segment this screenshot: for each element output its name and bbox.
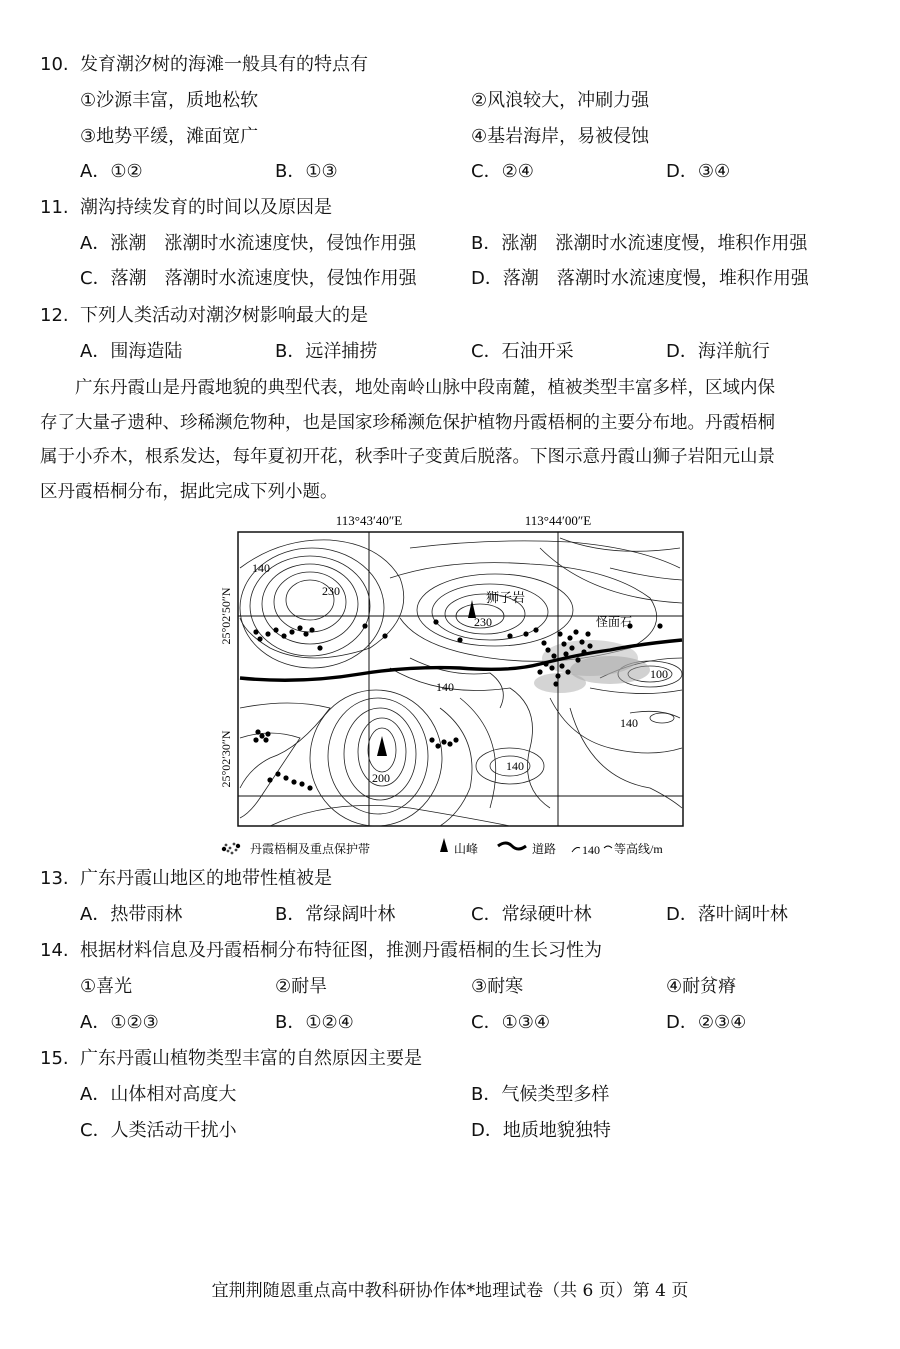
road-legend-icon (498, 843, 526, 849)
option-c: C．人类活动干扰小 (80, 1120, 237, 1141)
longitude-label: 113°44′00″E (524, 513, 592, 528)
option-a: A．热带雨林 (80, 904, 183, 925)
latitude-label: 25°02′30″N (219, 730, 233, 788)
option-d: D．地质地貌独特 (471, 1120, 611, 1141)
contour-legend-icon (572, 848, 580, 853)
contour-label: 140 (620, 716, 638, 730)
option-a: A．围海造陆 (80, 341, 183, 362)
contour-legend-icon (604, 846, 612, 848)
contour-label: 230 (322, 584, 340, 598)
question-number: 11. (40, 197, 69, 218)
legend-contour-value: 140 (582, 843, 600, 857)
option-b: B．远洋捕捞 (275, 341, 378, 362)
latitude-label: 25°02′50″N (219, 587, 233, 645)
option-c: C．②④ (471, 161, 534, 182)
question-number: 13. (40, 868, 69, 889)
option-c: C．①③④ (471, 1012, 550, 1033)
contour-label: 140 (252, 561, 270, 575)
question-stem: 广东丹霞山植物类型丰富的自然原因主要是 (80, 1048, 422, 1069)
contour-label: 230 (474, 615, 492, 629)
peak-label: 狮子岩 (486, 590, 526, 605)
option-b: B．气候类型多样 (471, 1084, 610, 1105)
statement-item: ②耐旱 (275, 976, 328, 997)
option-a: A．山体相对高度大 (80, 1084, 237, 1105)
option-b: B．①③ (275, 161, 338, 182)
legend-zone-label: 丹霞梧桐及重点保护带 (250, 842, 371, 856)
page-footer: 宜荆荆随恩重点高中教科研协作体*地理试卷（共 6 页）第 4 页 (211, 1281, 689, 1301)
question-stem: 广东丹霞山地区的地带性植被是 (80, 868, 332, 889)
option-a: A．①② (80, 161, 143, 182)
passage-line: 属于小乔木，根系发达，每年夏初开花，秋季叶子变黄后脱落。下图示意丹霞山狮子岩阳元山景 (40, 447, 775, 467)
passage-line: 存了大量孑遗种、珍稀濒危物种，也是国家珍稀濒危保护植物丹霞梧桐的主要分布地。丹霞梧桐 (40, 412, 775, 433)
map-legend (222, 838, 664, 857)
rock-label: 怪面石 (596, 615, 633, 629)
option-d: D．②③④ (666, 1012, 747, 1033)
question-number: 15. (40, 1048, 69, 1069)
statement-item: ③耐寒 (471, 976, 524, 997)
statement-item: ③地势平缓，滩面宽广 (80, 126, 259, 147)
question-stem: 下列人类活动对潮汐树影响最大的是 (80, 305, 368, 326)
legend-contour-label: 等高线/m (614, 842, 663, 856)
option-c: C．常绿硬叶林 (471, 904, 592, 925)
reading-passage (40, 371, 862, 509)
protection-zone-legend-icon (222, 843, 240, 855)
question-number: 10. (40, 54, 69, 75)
statement-item: ①喜光 (80, 976, 133, 997)
longitude-label: 113°43′40″E (335, 513, 403, 528)
question-stem: 发育潮汐树的海滩一般具有的特点有 (80, 54, 368, 75)
statement-item: ④耐贫瘠 (666, 976, 737, 997)
legend-road-label: 道路 (532, 842, 557, 856)
option-b: B．①②④ (275, 1012, 354, 1033)
question-stem: 潮沟持续发育的时间以及原因是 (80, 197, 332, 218)
question-stem: 根据材料信息及丹霞梧桐分布特征图，推测丹霞梧桐的生长习性为 (80, 940, 602, 961)
peak-legend-icon (440, 838, 448, 852)
legend-peak-label: 山峰 (454, 842, 479, 856)
statement-item: ④基岩海岸，易被侵蚀 (471, 126, 650, 147)
topographic-map-figure (210, 508, 700, 866)
option-b: B．涨潮 涨潮时水流速度慢，堆积作用强 (471, 233, 808, 254)
statement-item: ①沙源丰富，质地松软 (80, 90, 259, 111)
question-number: 12. (40, 305, 69, 326)
passage-line: 广东丹霞山是丹霞地貌的典型代表，地处南岭山脉中段南麓，植被类型丰富多样，区域内保 (40, 378, 775, 398)
passage-line: 区丹霞梧桐分布，据此完成下列小题。 (40, 481, 338, 502)
question-number: 14. (40, 940, 69, 961)
option-a: A．①②③ (80, 1012, 159, 1033)
contour-label: 200 (372, 771, 390, 785)
option-b: B．常绿阔叶林 (275, 904, 396, 925)
contour-label: 140 (506, 759, 524, 773)
option-c: C．石油开采 (471, 341, 574, 362)
statement-item: ②风浪较大，冲刷力强 (471, 90, 650, 111)
option-d: D．海洋航行 (666, 341, 770, 362)
option-d: D．落叶阔叶林 (666, 904, 788, 925)
contour-label: 140 (436, 680, 454, 694)
topographic-map (210, 508, 700, 866)
option-c: C．落潮 落潮时水流速度快，侵蚀作用强 (80, 268, 417, 289)
option-d: D．③④ (666, 161, 731, 182)
contour-label: 100 (650, 667, 668, 681)
option-a: A．涨潮 涨潮时水流速度快，侵蚀作用强 (80, 233, 417, 254)
option-d: D．落潮 落潮时水流速度慢，堆积作用强 (471, 268, 809, 289)
